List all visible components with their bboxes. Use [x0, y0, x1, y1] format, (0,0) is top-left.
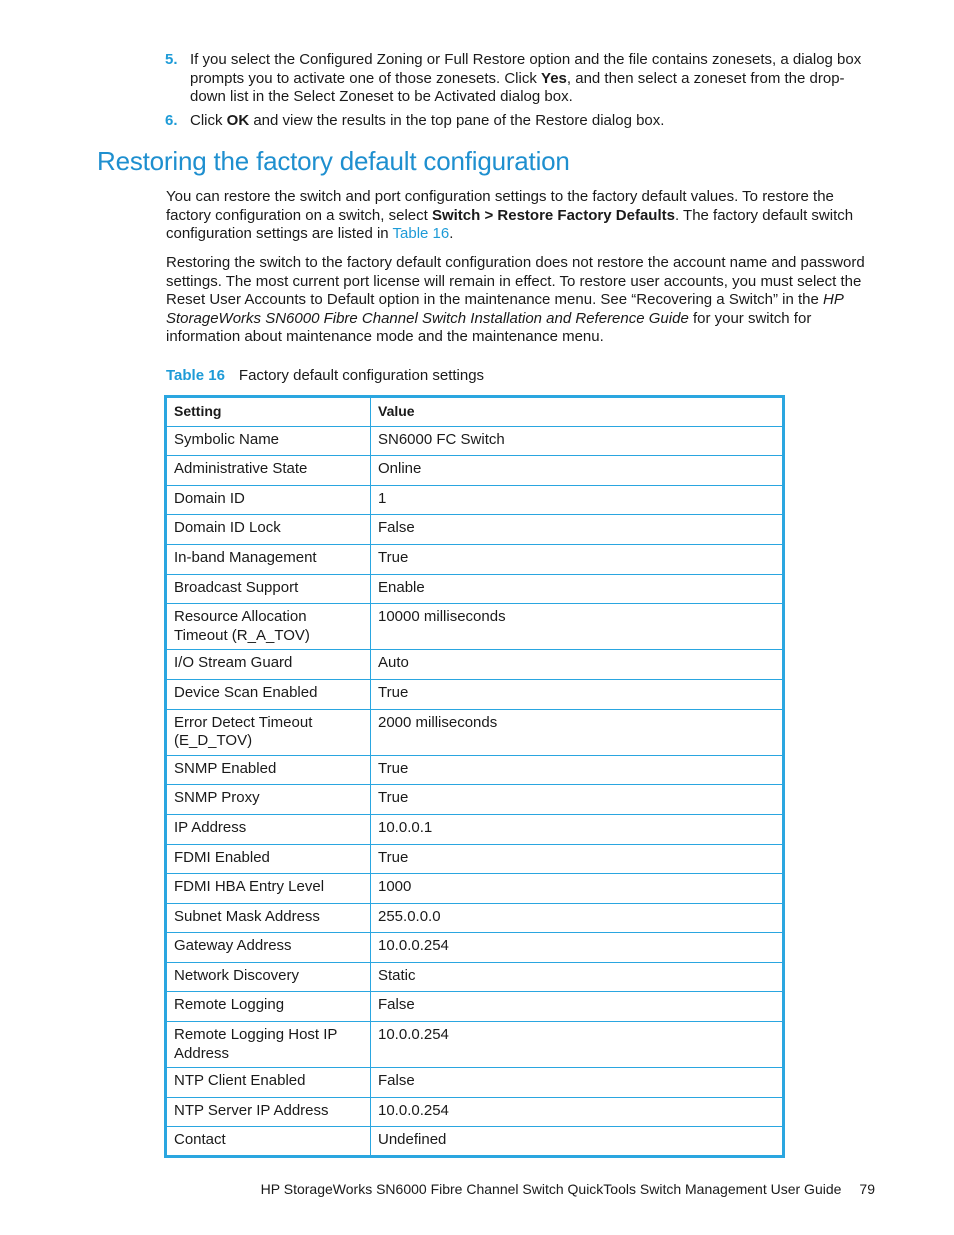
value-cell: 10000 milliseconds	[371, 604, 784, 650]
table-row	[166, 962, 784, 992]
numbered-steps	[165, 51, 877, 135]
value-cell: False	[371, 515, 784, 545]
menu-path: Switch > Restore Factory Defaults	[431, 206, 675, 224]
header-value: Value	[371, 397, 784, 427]
table-row	[166, 1022, 784, 1068]
intro-text-cont: . The factory default switch configuration settings are listed in	[166, 206, 854, 243]
table-row	[166, 709, 784, 755]
setting-cell: SNMP Enabled	[166, 755, 371, 785]
setting-cell: Domain ID	[166, 485, 371, 515]
step-text-cont: , and then select a zoneset from the drop-down list in the Select Zoneset to be Activated dialog box.	[190, 69, 845, 105]
step-number: 5.	[165, 51, 178, 68]
setting-cell: Network Discovery	[166, 962, 371, 992]
table-row	[166, 814, 784, 844]
step-text: If you select the Configured Zoning or Full Restore option and the file contains zonesets, a dialog box prompts you to activate one of those zonesets. Click	[190, 51, 862, 87]
table-row	[166, 874, 784, 904]
factory-defaults-table	[164, 395, 785, 1158]
table-row	[166, 679, 784, 709]
step-number: 6.	[165, 111, 178, 129]
table-row	[166, 1097, 784, 1127]
setting-cell: NTP Client Enabled	[166, 1068, 371, 1098]
setting-cell: FDMI HBA Entry Level	[166, 874, 371, 904]
footer-title: HP StorageWorks SN6000 Fibre Channel Switch QuickTools Switch Management User Guide	[260, 1181, 842, 1197]
setting-cell: Contact	[166, 1127, 371, 1157]
section-heading: Restoring the factory default configuration	[97, 146, 570, 176]
value-cell: 1000	[371, 874, 784, 904]
value-cell: True	[371, 844, 784, 874]
table-row	[166, 933, 784, 963]
table-row	[166, 515, 784, 545]
value-cell: Auto	[371, 650, 784, 680]
table-row	[166, 604, 784, 650]
value-cell: SN6000 FC Switch	[371, 426, 784, 456]
value-cell: 10.0.0.1	[371, 814, 784, 844]
table-row	[166, 844, 784, 874]
setting-cell: Device Scan Enabled	[166, 679, 371, 709]
setting-cell: Error Detect Timeout (E_D_TOV)	[166, 709, 371, 755]
setting-cell: IP Address	[166, 814, 371, 844]
table-row	[166, 992, 784, 1022]
setting-cell: In-band Management	[166, 544, 371, 574]
table-row	[166, 456, 784, 486]
table-body	[166, 426, 784, 1156]
page-footer	[261, 1180, 875, 1198]
intro-text: You can restore the switch and port configuration settings to the factory default values. To restore the factory configuration on a switch, select	[166, 188, 834, 224]
value-cell: 10.0.0.254	[371, 933, 784, 963]
setting-cell: Gateway Address	[166, 933, 371, 963]
setting-cell: NTP Server IP Address	[166, 1097, 371, 1127]
table-row	[166, 1068, 784, 1098]
page-number: 79	[859, 1181, 875, 1197]
value-cell: 2000 milliseconds	[371, 709, 784, 755]
table-row	[166, 1127, 784, 1157]
setting-cell: FDMI Enabled	[166, 844, 371, 874]
setting-cell: I/O Stream Guard	[166, 650, 371, 680]
step-bold-yes: Yes	[541, 69, 567, 87]
intro-text-end: .	[449, 225, 454, 243]
step-5	[165, 51, 877, 107]
value-cell: 10.0.0.254	[371, 1097, 784, 1127]
table-16-link[interactable]: Table 16	[392, 225, 450, 243]
value-cell: Static	[371, 962, 784, 992]
table-row	[166, 755, 784, 785]
step-text-cont: and view the results in the top pane of the Restore dialog box.	[249, 111, 665, 129]
note-paragraph	[166, 254, 872, 347]
table-row	[166, 574, 784, 604]
setting-cell: Remote Logging	[166, 992, 371, 1022]
value-cell: Online	[371, 456, 784, 486]
setting-cell: Resource Allocation Timeout (R_A_TOV)	[166, 604, 371, 650]
table-row	[166, 544, 784, 574]
step-text: Click	[190, 111, 227, 129]
value-cell: True	[371, 679, 784, 709]
value-cell: True	[371, 785, 784, 815]
table-row	[166, 650, 784, 680]
table-row	[166, 426, 784, 456]
value-cell: False	[371, 1068, 784, 1098]
setting-cell: Symbolic Name	[166, 426, 371, 456]
setting-cell: Administrative State	[166, 456, 371, 486]
setting-cell: Domain ID Lock	[166, 515, 371, 545]
guide-title: HP StorageWorks SN6000 Fibre Channel Switch Installation and Reference Guide	[166, 291, 844, 327]
value-cell: Undefined	[371, 1127, 784, 1157]
value-cell: True	[371, 755, 784, 785]
setting-cell: Broadcast Support	[166, 574, 371, 604]
value-cell: 10.0.0.254	[371, 1022, 784, 1068]
step-6	[165, 112, 877, 131]
table-row	[166, 785, 784, 815]
value-cell: 1	[371, 485, 784, 515]
header-setting: Setting	[166, 397, 371, 427]
table-caption	[166, 366, 484, 385]
setting-cell: Remote Logging Host IP Address	[166, 1022, 371, 1068]
value-cell: True	[371, 544, 784, 574]
table-header-row	[166, 397, 784, 427]
setting-cell: SNMP Proxy	[166, 785, 371, 815]
table-row	[166, 485, 784, 515]
table-number: Table 16	[166, 367, 225, 384]
note-text: Restoring the switch to the factory default configuration does not restore the account name and password settings. The most current port license will remain in effect. To restore user accounts, you must select the Reset User Accounts to Default option in the maintenance menu. See “Recovering a Switch” in the	[166, 254, 865, 309]
table-title: Factory default configuration settings	[238, 367, 485, 384]
note-text-cont: for your switch for information about maintenance mode and the maintenance menu.	[166, 309, 812, 346]
setting-cell: Subnet Mask Address	[166, 903, 371, 933]
intro-paragraph	[166, 188, 872, 244]
value-cell: Enable	[371, 574, 784, 604]
table-row	[166, 903, 784, 933]
value-cell: 255.0.0.0	[371, 903, 784, 933]
step-bold-ok: OK	[226, 111, 250, 129]
value-cell: False	[371, 992, 784, 1022]
